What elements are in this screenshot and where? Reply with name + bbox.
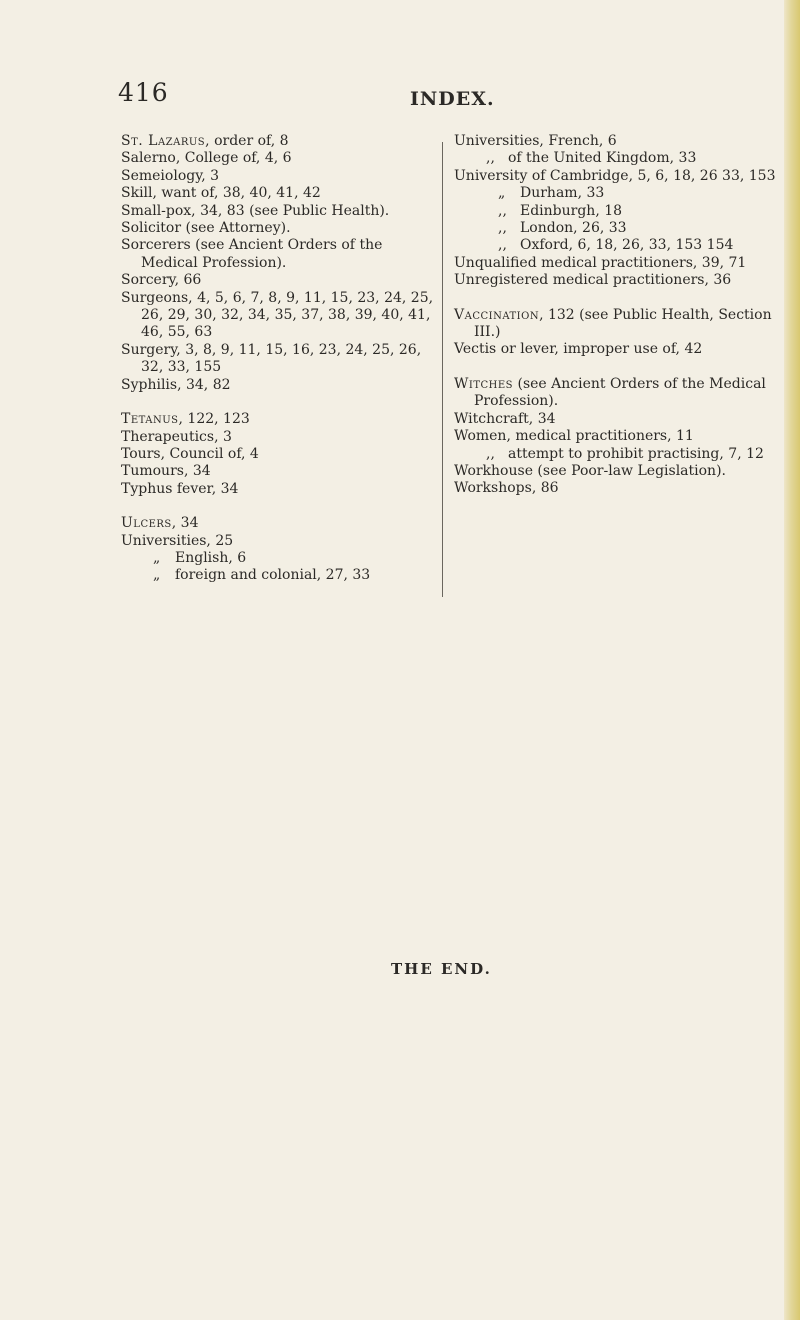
index-entry: Small-pox, 34, 83 (see Public Health). bbox=[121, 202, 390, 219]
closing-the-end: THE END. bbox=[391, 960, 492, 978]
entry-headword: Vaccination bbox=[454, 306, 540, 323]
ditto-mark: ,, bbox=[498, 220, 507, 237]
index-subentry: ,, Oxford, 6, 18, 26, 33, 153 154 bbox=[498, 237, 734, 254]
index-entry: Vaccination, 132 (see Public Health, Section III.) bbox=[454, 306, 772, 341]
index-entry: Witchcraft, 34 bbox=[454, 410, 556, 427]
index-entry: Semeiology, 3 bbox=[121, 167, 220, 184]
index-entry: Tetanus, 122, 123 bbox=[121, 411, 250, 428]
index-entry: Surgery, 3, 8, 9, 11, 15, 16, 23, 24, 25, 26, 32, 33, 155 bbox=[121, 341, 422, 376]
index-subentry: „ Durham, 33 bbox=[498, 185, 605, 202]
ditto-mark: „ bbox=[153, 549, 161, 566]
index-column-right bbox=[454, 133, 790, 498]
ditto-mark: ,, bbox=[486, 150, 495, 167]
index-entry: Ulcers, 34 bbox=[121, 515, 199, 532]
index-entry: Salerno, College of, 4, 6 bbox=[121, 150, 292, 167]
index-entry: Vectis or lever, improper use of, 42 bbox=[454, 341, 703, 358]
index-entry: Universities, French, 6 bbox=[454, 133, 617, 149]
index-entry: Witches (see Ancient Orders of the Medical Profession). bbox=[454, 375, 766, 410]
index-entry: Typhus fever, 34 bbox=[121, 480, 239, 497]
section-gap bbox=[454, 359, 790, 376]
index-entry: Sorcerers (see Ancient Orders of the Medical Profession). bbox=[121, 237, 383, 271]
column-divider bbox=[442, 142, 443, 597]
index-subentry: „ English, 6 bbox=[153, 549, 247, 566]
index-entry: Unregistered medical practitioners, 36 bbox=[454, 272, 732, 289]
index-entry: Sorcery, 66 bbox=[121, 272, 202, 289]
index-entry: Syphilis, 34, 82 bbox=[121, 376, 231, 393]
index-subentry: ,, Edinburgh, 18 bbox=[498, 202, 623, 219]
ditto-mark: ,, bbox=[498, 237, 507, 254]
index-entry: Universities, 25 bbox=[121, 532, 234, 549]
index-subentry: ,, attempt to prohibit practising, 7, 12 bbox=[486, 445, 764, 462]
index-entry: Tumours, 34 bbox=[121, 463, 211, 480]
index-entry: Women, medical practitioners, 11 bbox=[454, 428, 694, 445]
page-number: 416 bbox=[118, 78, 169, 107]
section-gap bbox=[454, 290, 790, 307]
index-entry: St. Lazarus, order of, 8 bbox=[121, 133, 289, 149]
ditto-mark: ,, bbox=[486, 445, 495, 462]
index-entry: Therapeutics, 3 bbox=[121, 428, 232, 445]
entry-headword: Witches bbox=[454, 375, 514, 392]
index-entry: Workhouse (see Poor-law Legislation). bbox=[454, 462, 726, 479]
index-subentry: ,, of the United Kingdom, 33 bbox=[486, 150, 697, 167]
entry-headword: St. Lazarus bbox=[121, 133, 206, 149]
index-column-left bbox=[121, 133, 439, 585]
ditto-mark: ,, bbox=[498, 202, 507, 219]
ditto-mark: „ bbox=[153, 567, 161, 584]
index-subentry: ,, London, 26, 33 bbox=[498, 220, 627, 237]
index-entry: Workshops, 86 bbox=[454, 480, 559, 497]
section-gap bbox=[121, 394, 439, 411]
index-subentry: „ foreign and colonial, 27, 33 bbox=[153, 567, 371, 584]
section-gap bbox=[121, 498, 439, 515]
entry-headword: Ulcers bbox=[121, 515, 172, 532]
ditto-mark: „ bbox=[498, 185, 506, 202]
index-entry: Tours, Council of, 4 bbox=[121, 445, 259, 462]
index-entry: Skill, want of, 38, 40, 41, 42 bbox=[121, 185, 321, 202]
index-entry: Unqualified medical practitioners, 39, 71 bbox=[454, 254, 747, 271]
running-head: INDEX. bbox=[410, 88, 495, 110]
entry-headword: Tetanus bbox=[121, 411, 179, 428]
index-entry: Surgeons, 4, 5, 6, 7, 8, 9, 11, 15, 23, 24, 25, 26, 29, 30, 32, 34, 35, 37, 38, 39, 40, 41, 46, 55, 63 bbox=[121, 289, 434, 341]
index-entry: Solicitor (see Attorney). bbox=[121, 220, 291, 237]
index-entry: University of Cambridge, 5, 6, 18, 26 33, 153 bbox=[454, 167, 776, 184]
